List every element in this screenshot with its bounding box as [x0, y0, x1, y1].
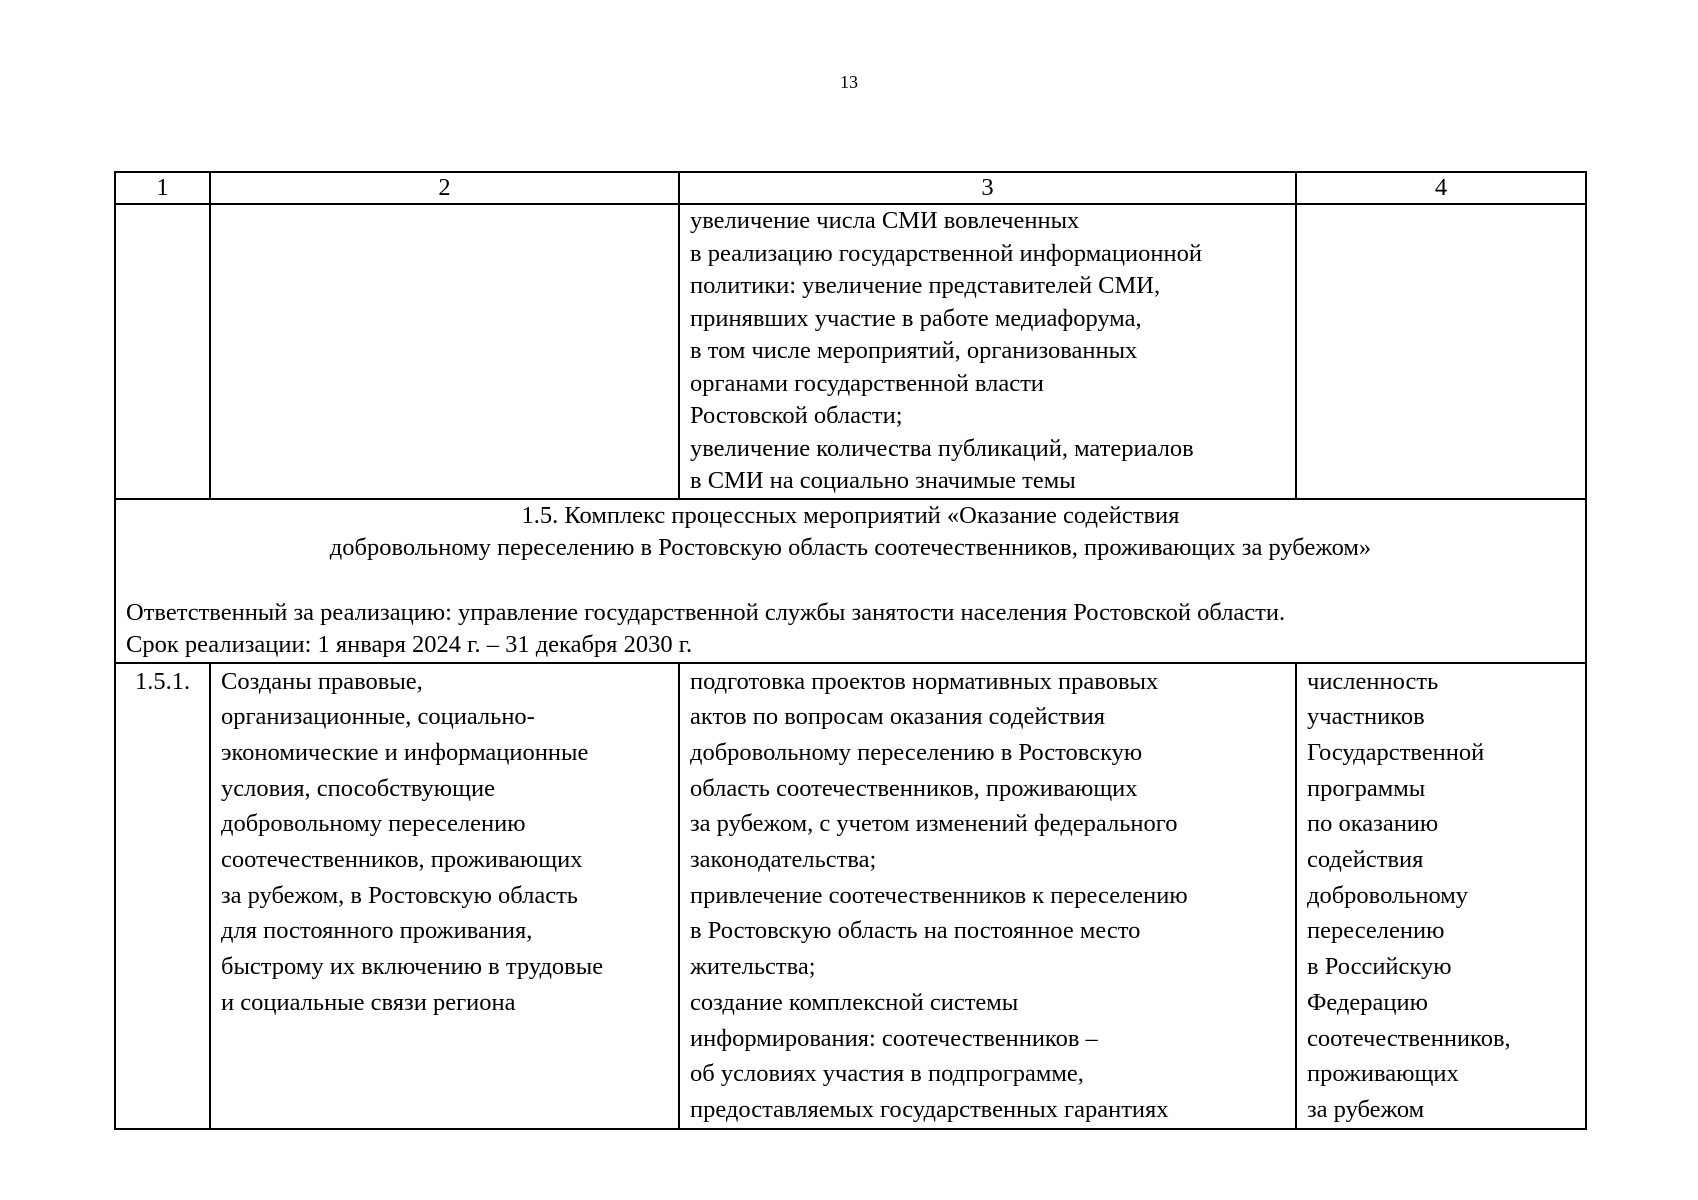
text-line: в том числе мероприятий, организованных — [690, 337, 1138, 364]
continuation-row — [115, 204, 1586, 499]
text-line: в реализацию государственной информационной — [690, 239, 1202, 267]
text-line: за рубежом, в Ростовскую область — [221, 881, 578, 909]
page-number: 13 — [840, 72, 858, 92]
text-line: проживающих — [1307, 1060, 1459, 1088]
section-title-line-1: 1.5. Комплекс процессных мероприятий «Оказание содействия — [521, 501, 1180, 529]
text-line: в Российскую — [1307, 953, 1452, 981]
text-line: по оказанию — [1307, 810, 1439, 838]
program-table — [114, 171, 1587, 1130]
text-line: увеличение количества публикаций, материалов — [690, 434, 1194, 462]
text-line: Федерацию — [1307, 988, 1428, 1016]
text-line: быстрому их включению в трудовые — [221, 953, 604, 981]
continuation-col-4 — [1296, 204, 1586, 499]
text-line: актов по вопросам оказания содействия — [690, 703, 1106, 731]
section-title-line-2: добровольному переселению в Ростовскую область соотечественников, проживающих за рубежом» — [329, 534, 1372, 561]
section-cell — [115, 499, 1586, 663]
text-line: численность — [1307, 667, 1439, 695]
text-line: органами государственной власти — [690, 369, 1044, 397]
header-row — [115, 172, 1586, 204]
section-period: Срок реализации: 1 января 2024 г. – 31 декабря 2030 г. — [126, 631, 693, 658]
text-line: об условиях участия в подпрограмме, — [690, 1060, 1084, 1088]
text-line: добровольному — [1307, 881, 1469, 909]
row-result-cell — [210, 663, 679, 1129]
row-description-cell — [679, 663, 1296, 1129]
text-line: добровольному переселению — [221, 810, 526, 838]
text-line: Ростовской области; — [690, 402, 903, 429]
continuation-col-3 — [679, 204, 1296, 499]
table-row-1-5-1 — [115, 663, 1586, 1129]
section-responsible: Ответственный за реализацию: управление государственной службы занятости населения Ростовской области. — [126, 598, 1286, 626]
text-line: и социальные связи региона — [221, 988, 516, 1016]
text-line: политики: увеличение представителей СМИ, — [690, 272, 1161, 299]
row-indicator-cell — [1296, 663, 1586, 1129]
text-line: соотечественников, проживающих — [221, 846, 583, 874]
text-line: жительства; — [690, 953, 816, 981]
text-line: соотечественников, — [1307, 1024, 1511, 1052]
text-line: за рубежом, с учетом изменений федерального — [690, 810, 1178, 838]
text-line: Созданы правовые, — [221, 667, 423, 695]
header-col-1: 1 — [115, 172, 210, 204]
text-line: подготовка проектов нормативных правовых — [690, 667, 1159, 695]
text-line: принявших участие в работе медиафорума, — [690, 304, 1142, 332]
header-col-3: 3 — [679, 172, 1296, 204]
text-line: законодательства; — [690, 846, 877, 874]
text-line: организационные, социально- — [221, 703, 535, 731]
text-line: программы — [1307, 774, 1426, 802]
header-col-2: 2 — [210, 172, 679, 204]
continuation-col-2 — [210, 204, 679, 499]
text-line: в Ростовскую область на постоянное место — [690, 917, 1141, 945]
section-row — [115, 499, 1586, 663]
text-line: информирования: соотечественников – — [690, 1024, 1098, 1052]
text-line: Государственной — [1307, 738, 1485, 766]
text-line: участников — [1307, 703, 1425, 731]
text-line: для постоянного проживания, — [221, 917, 533, 945]
text-line: экономические и информационные — [221, 738, 589, 766]
text-line: добровольному переселению в Ростовскую — [690, 738, 1143, 766]
text-line: в СМИ на социально значимые темы — [690, 467, 1076, 494]
text-line: увеличение числа СМИ вовлеченных — [690, 207, 1080, 234]
continuation-col-1 — [115, 204, 210, 499]
text-line: область соотечественников, проживающих — [690, 774, 1138, 802]
text-line: переселению — [1307, 917, 1445, 945]
text-line: предоставляемых государственных гарантиях — [690, 1095, 1169, 1123]
section-spacer — [126, 565, 1575, 597]
text-line: за рубежом — [1307, 1095, 1425, 1123]
text-line: содействия — [1307, 846, 1424, 874]
text-line: условия, способствующие — [221, 774, 495, 802]
text-line: привлечение соотечественников к переселению — [690, 881, 1188, 909]
row-number: 1.5.1. — [115, 663, 210, 1129]
header-col-4: 4 — [1296, 172, 1586, 204]
text-line: создание комплексной системы — [690, 988, 1019, 1016]
